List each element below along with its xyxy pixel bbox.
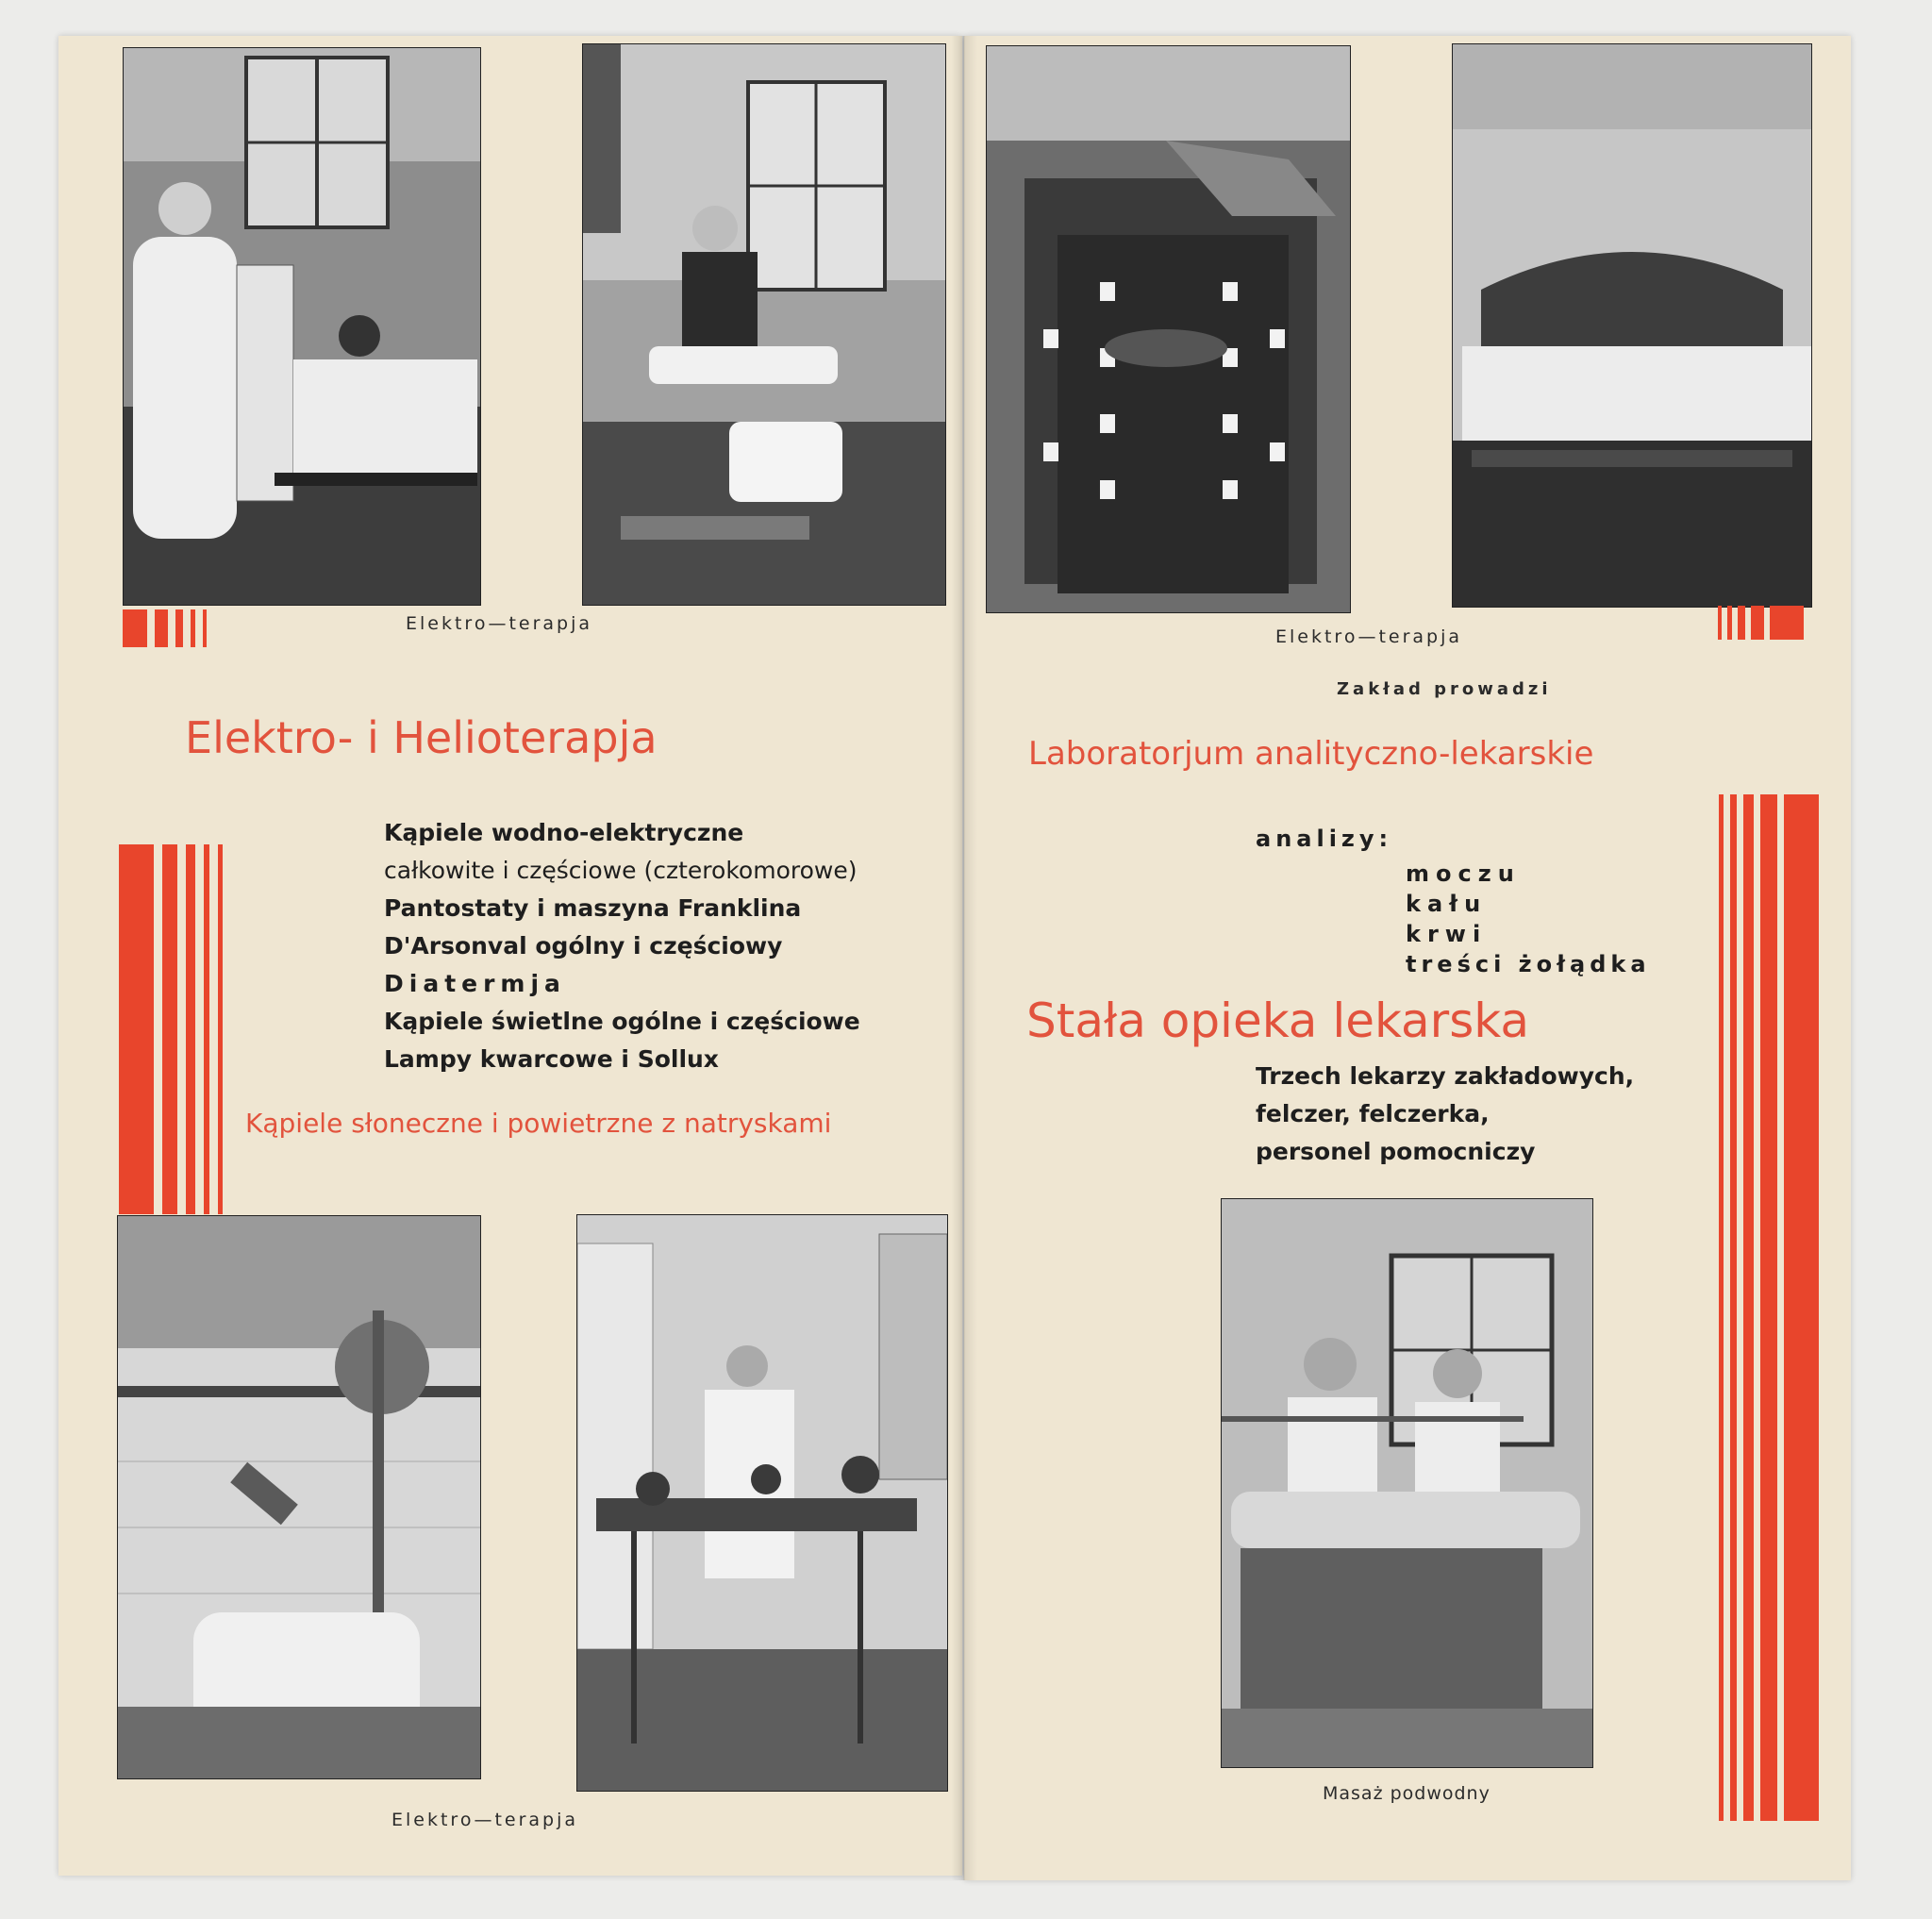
care-heading: Stała opieka lekarska <box>1026 993 1530 1048</box>
page-gutter <box>951 36 977 1880</box>
photo-doctor-patient-bed <box>123 47 481 606</box>
staff-line-3: personel pomocniczy <box>1256 1138 1536 1165</box>
heading-electro-helio: Elektro- i Helioterapja <box>185 712 658 763</box>
therapy-item-5: Diatermja <box>384 970 566 997</box>
sun-baths-line: Kąpiele słoneczne i powietrzne z natryskami <box>245 1108 832 1139</box>
managed-by-line: Zakład prowadzi <box>1337 679 1552 699</box>
photo-underwater-massage <box>1221 1198 1593 1768</box>
red-stripes-top-left <box>123 609 217 647</box>
photo-hydro-electric-bath <box>582 43 946 606</box>
therapy-item-1: Kąpiele wodno-elektryczne <box>384 819 744 846</box>
caption-electro-therapy-top-left: Elektro—terapja <box>406 613 593 634</box>
red-stripes-top-right <box>1718 606 1816 640</box>
photo-light-bath-cabinet <box>986 45 1351 613</box>
therapy-item-2: całkowite i częściowe (czterokomorowe) <box>384 857 858 884</box>
red-stripes-right-tall <box>1719 794 1819 1821</box>
analysis-blood: krwi <box>1406 921 1488 947</box>
red-stripes-middle-left <box>119 844 223 1214</box>
staff-line-1: Trzech lekarzy zakładowych, <box>1256 1062 1635 1090</box>
therapy-item-7: Lampy kwarcowe i Sollux <box>384 1045 719 1073</box>
analysis-urine: moczu <box>1406 860 1521 887</box>
lab-heading: Laboratorjum analityczno-lekarskie <box>1028 735 1594 773</box>
caption-electro-therapy-bottom-left: Elektro—terapja <box>391 1810 579 1830</box>
photo-doctor-apparatus <box>576 1214 948 1792</box>
analysis-stool: kału <box>1406 891 1488 917</box>
analyses-label: analizy: <box>1256 826 1393 852</box>
photo-covered-tanning-bed <box>1452 43 1812 608</box>
therapy-item-6: Kąpiele świetlne ogólne i częściowe <box>384 1008 860 1035</box>
photo-quartz-lamp <box>117 1215 481 1779</box>
staff-line-2: felczer, felczerka, <box>1256 1100 1490 1127</box>
caption-massage: Masaż podwodny <box>1323 1783 1491 1804</box>
therapy-item-3: Pantostaty i maszyna Franklina <box>384 894 802 922</box>
caption-electro-therapy-top-right: Elektro—terapja <box>1275 626 1463 647</box>
therapy-item-4: D'Arsonval ogólny i częściowy <box>384 932 783 960</box>
analysis-stomach: treści żołądka <box>1406 951 1651 977</box>
